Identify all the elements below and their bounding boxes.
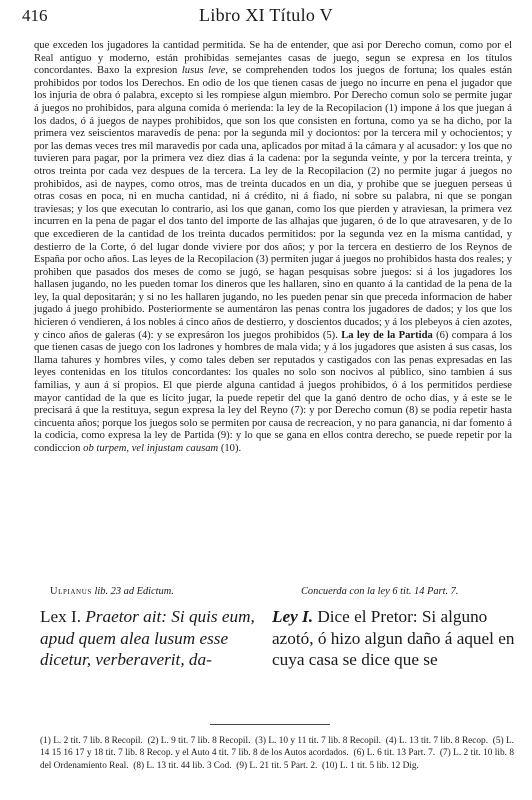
- page-number: 416: [22, 6, 48, 25]
- page-header: [22, 4, 510, 30]
- lex-label: Lex I.: [40, 607, 82, 626]
- source-citation: lib. 23 ad Edictum.: [94, 586, 174, 597]
- source-author: Ulpianus: [50, 586, 92, 597]
- footnote: (5) L. 14 15 16 17 y 18 tit. 7 lib. 8 Recop. y el Auto 4 tit. 7 lib. 8 de los Autos acordados.: [40, 736, 514, 759]
- source-line: [32, 586, 514, 602]
- footnote: (8) L. 13 tit. 44 lib. 3 Cod.: [133, 760, 232, 771]
- body-text-part: (10).: [218, 443, 242, 454]
- latin-column: [40, 606, 262, 671]
- footnote: (9) L. 21 tit. 5 Part. 2.: [236, 760, 318, 771]
- footnote: (4) L. 13 tit. 7 lib. 8 Recop.: [385, 736, 489, 746]
- spanish-column: [272, 606, 518, 671]
- body-text-part: que exceden los jugadores la cantidad permitida. Se ha de entender, que asi por Derecho comun, como por el Real antiguo y moderno, están prohibidas semejantes casas de juego, segun se expresa en los títulos concordantes. Baxo la expresion: [34, 40, 512, 77]
- highlighted-text: La ley de la Partida: [341, 329, 433, 341]
- concordance-note: Concuerda con la ley 6 tit. 14 Part. 7.: [301, 586, 459, 597]
- footnote: (1) L. 2 tit. 7 lib. 8 Recopil.: [40, 736, 143, 746]
- footnote: (6) L. 6 tit. 13 Part. 7.: [353, 748, 436, 759]
- commentary-paragraph: [34, 40, 512, 456]
- latin-phrase: ob turpem, vel injustam causam: [83, 443, 219, 454]
- source-left: [50, 586, 174, 597]
- body-text-part: , se comprehenden todos los juegos de fortuna; los quales están prohibidos por todos los Derechos. En odio de los que tienen casas de juego no incurre en pena el jugador que los injuria de obra ó palabra, excepto si les rompiese algun miembro. Por Derecho comun solo se permite jugar á juegos no prohibidos, para alguna comida ó merienda: la ley de la Recopilacion (1) impone á los que juegan á los dados, ó á juegos de naypes prohibidos, que son los que consisten en fortuna, como ya se ha dicho, por la primera vez seiscientos maravedís de pena: por la segunda mil y dociontos: por la tercera mil y ochocientos; y por las demas veces tres mil maravedis por cada una, aplicados por mitad á la cámara y al acusador: y los que no tuvieren para pagar, por la primera vez diez dias á la cadena: por la segunda veinte, y por la tercera treinta, y otros treinta por cada vez despues de la tercera. La ley de la Recopilacion (2) no permite jugar á juegos no prohibidos, asi de naypes, como otros, mas de treinta ducados en un dia, y prohibe que se jueguen perseas ú otras cosas en poca, ni en mucha cantidad, ni á crédito, ni á fiado, ni sobre su palabra, ni que se pongan traviesas; y los que executan lo contrario, asi los que ganan, como los que pierden y atraviesan, la primera vez incurren en la pena de pagar el dos tanto del importe de las alhajas que jugaren, ó de lo que atravesaren, y de lo que excedieren de la cantidad de los treinta ducados permitidos: por la segunda vez en la misma cantidad, y destierro de la Corte, ó del lugar donde viviere por dos años; y por la tercera en destierro de los Reynos de España por ocho años. Las leyes de la Recopilacion (3) permiten jugar á juegos no prohibidos hasta dos reales; y prohiben que pasados dos meses de como se jugó, se hagan pesquisas sobre juegos: si á los jugadores los hallasen jugando, no les pueden tomar los dineros que les hallaren, sino en quanto á la cantidad de la pena de la ley, la qual depositarán; y si no les hallaren jugando, no les pueden penar sin que preceda informacion de haber jugado á juego prohibido. Posteriormente se aumentáron las penas contra los jugadores de dados; y los que los hicieren ó vendieren, á los nobles á cinco años de destierro, y doscientos ducados; y á los plebeyos á cien azotes, y cinco años de galeras (4): y se expresáron los juegos prohibidos (5).: [34, 65, 512, 341]
- body-text-part: (6) compara á los que tienen casas de juego con los ladrones y hombres de mala vida; y á los jugadores que asisten á sus casas, los llama tahures y hombres viles, y como tales deben ser reputados y castigados con las penas expresadas en las leyes contenidas en los títulos concordantes: los quales no solo son nocivos al público, sino tambien á sus familias, y aun á sí propios. El que pierde alguna cantidad á juegos prohibidos, ó á los permitidos perdiese mayor cantidad de la que es lícito jugar, la puede repetir del que la ganó dentro de ocho dias, y á este se le precisará á que la restituya, segun expresa la ley del Reyno (7): y por Derecho comun (8) se podia repetir hasta cincuenta años; porque los juegos solo se permiten por causa de recreacion, y no para ganancia, ni dar fomento á la codicia, como expresa la ley de Partida (9): y lo que se gana en ellos contra derecho, se puede repetir por la condiccion: [34, 329, 512, 454]
- footnote: (3) L. 10 y 11 tit. 7 lib. 8 Recopil.: [255, 736, 381, 746]
- spanish-text: Dice el Pretor: Si alguno azotó, ó hizo algun daño á aquel en cuya casa se dice que se: [272, 607, 515, 670]
- latin-phrase: lusus leve: [181, 65, 226, 77]
- ley-label: Ley I.: [272, 607, 314, 626]
- footnote: (7) L. 2 tit. 10 lib. 8 del Ordenamiento Real.: [40, 748, 514, 771]
- footnotes: [40, 735, 514, 772]
- footnote-divider: [210, 724, 330, 725]
- running-head: Libro XI Título V: [199, 5, 333, 25]
- latin-text: Praetor ait: Si quis eum, apud quem alea lusum esse dicetur, verberaverit, da-: [40, 607, 255, 670]
- footnote: (10) L. 1 tit. 5 lib. 12 Dig.: [322, 760, 419, 771]
- footnote: (2) L. 9 tit. 7 lib. 8 Recopil.: [147, 736, 251, 746]
